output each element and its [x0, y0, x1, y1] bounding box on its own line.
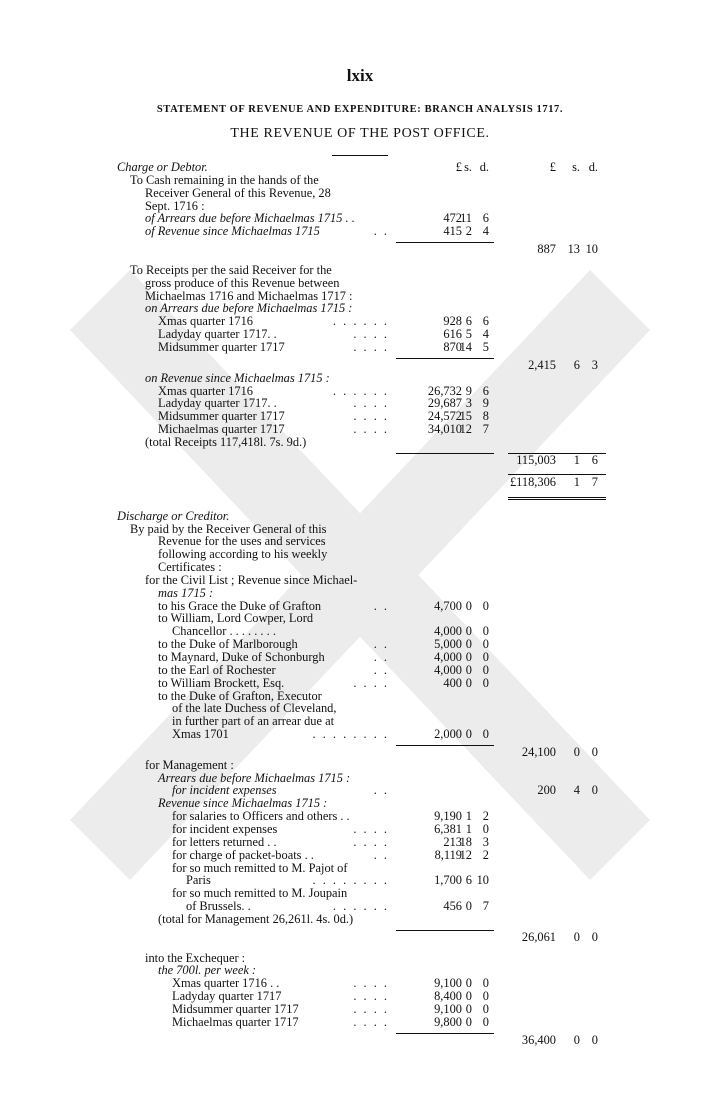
ledger-row: [0, 638, 720, 651]
amount-cell: 200: [537, 783, 556, 798]
ledger-row: [0, 264, 720, 277]
amount-cell: 0: [465, 662, 472, 677]
ledger-row: [0, 225, 720, 238]
ledger-row: [0, 436, 720, 449]
row-label: Charge or Debtor.: [117, 160, 208, 174]
ledger-row: [0, 797, 720, 810]
ledger-row: [0, 256, 720, 264]
amount-cell: 0: [482, 662, 489, 677]
row-label: for charge of packet-boats . .: [172, 847, 314, 862]
amount-cell: 870: [443, 339, 462, 354]
amount-cell: 24,100: [521, 744, 556, 759]
ledger-row: [0, 548, 720, 561]
amount-cell: 0: [573, 929, 580, 944]
leader-dots: . .: [373, 662, 389, 677]
amount-cell: 2: [482, 847, 489, 862]
ledger-row: [0, 900, 720, 913]
ledger-row: [0, 277, 720, 290]
amount-cell: 1: [573, 452, 580, 467]
amount-cell: 26,061: [521, 929, 556, 944]
row-label: to William Brockett, Esq.: [158, 675, 285, 690]
amount-cell: 115,003: [516, 452, 556, 467]
amount-cell: 7: [482, 422, 489, 437]
amount-cell: 6: [465, 873, 472, 888]
row-label: to William, Lord Cowper, Lord: [158, 611, 314, 626]
row-label: to his Grace the Duke of Grafton: [158, 598, 322, 613]
row-label: (total for Management 26,261l. 4s. 0d.): [158, 911, 354, 926]
amount-cell: 4,000: [434, 662, 462, 677]
amount-cell: 9,190: [434, 809, 462, 824]
ledger-row: [0, 913, 720, 926]
amount-cell: 0: [482, 821, 489, 836]
amount-cell: 0: [482, 624, 489, 639]
currency-header: £: [549, 160, 556, 174]
leader-dots: . . . .: [353, 396, 389, 411]
ledger-row: [0, 535, 720, 548]
amount-cell: 8,119: [434, 847, 462, 862]
page-number: lxix: [346, 66, 374, 85]
currency-header: £: [455, 160, 462, 174]
row-label: of the late Duchess of Cleveland,: [172, 701, 337, 716]
revenue-table: [0, 161, 720, 1046]
amount-cell: 0: [465, 1001, 472, 1016]
amount-cell: 616: [443, 327, 462, 342]
row-label: mas 1715 :: [158, 585, 214, 600]
ledger-row: [0, 359, 720, 372]
amount-cell: 2,415: [528, 357, 556, 372]
currency-header: d.: [479, 160, 489, 174]
amount-cell: 8: [482, 409, 489, 424]
amount-cell: 34,010: [427, 422, 462, 437]
ledger-row: [0, 1003, 720, 1016]
leader-dots: . . . .: [353, 834, 389, 849]
amount-cell: 11: [460, 211, 472, 226]
ledger-row: [0, 200, 720, 213]
row-label: Michaelmas quarter 1717: [158, 422, 285, 437]
amount-cell: 456: [443, 899, 462, 914]
row-label: for Management :: [145, 757, 234, 772]
ledger-row: [0, 187, 720, 200]
amount-cell: 0: [465, 899, 472, 914]
amount-cell: 6: [591, 452, 598, 467]
amount-cell: 6: [573, 357, 580, 372]
amount-cell: 9: [482, 396, 489, 411]
row-label: to the Duke of Grafton, Executor: [158, 688, 322, 703]
section-title: THE REVENUE OF THE POST OFFICE.: [230, 126, 490, 141]
amount-cell: 3: [465, 396, 472, 411]
row-label: Revenue since Michaelmas 1715 :: [158, 796, 328, 811]
ledger-row: [0, 931, 720, 944]
amount-cell: 0: [482, 637, 489, 652]
amount-cell: 1,700: [434, 873, 462, 888]
row-label: Xmas 1701: [172, 727, 229, 742]
amount-cell: 4: [482, 327, 489, 342]
amount-cell: 0: [482, 650, 489, 664]
title-rule: [332, 155, 388, 156]
row-label: Receiver General of this Revenue, 28: [145, 185, 331, 200]
row-label: Midsummer quarter 1717: [158, 409, 285, 424]
ledger-row: [0, 574, 720, 587]
leader-dots: . .: [373, 224, 389, 239]
row-label: Michaelmas quarter 1717: [172, 1014, 299, 1029]
row-label: of Revenue since Michaelmas 1715: [145, 224, 320, 239]
amount-cell: 9,800: [434, 1014, 462, 1029]
ledger-row: [0, 561, 720, 574]
amount-cell: 928: [443, 314, 462, 329]
amount-cell: 8,400: [434, 989, 462, 1004]
amount-cell: 7: [591, 474, 598, 489]
ledger-row: [0, 1016, 720, 1029]
amount-cell: 0: [591, 744, 598, 759]
ledger-row: [0, 161, 720, 174]
amount-cell: 887: [537, 242, 556, 257]
leader-dots: . . . . . .: [332, 383, 389, 398]
amount-cell: 0: [591, 783, 598, 798]
amount-cell: 0: [465, 1014, 472, 1029]
row-label: By paid by the Receiver General of this: [130, 521, 327, 536]
row-label: of Brussels. .: [186, 899, 251, 914]
amount-cell: 0: [482, 989, 489, 1004]
statement-title: STATEMENT OF REVENUE AND EXPENDITURE: BRANCH ANALYSIS 1717.: [156, 104, 564, 115]
ledger-row: [0, 836, 720, 849]
amount-cell: 0: [465, 976, 472, 991]
leader-dots: . .: [373, 650, 389, 664]
ledger-row: [0, 476, 720, 496]
row-label: for incident expenses: [172, 821, 278, 836]
ledger-row: [0, 664, 720, 677]
amount-cell: 24,572: [427, 409, 462, 424]
amount-cell: 1: [465, 821, 472, 836]
ledger-row: [0, 174, 720, 187]
amount-cell: 0: [573, 744, 580, 759]
leader-dots: . . . .: [353, 675, 389, 690]
row-label: Midsummer quarter 1717: [172, 1001, 299, 1016]
amount-cell: 12: [459, 422, 472, 437]
row-label: in further part of an arrear due at: [172, 714, 335, 729]
amount-cell: 4: [482, 224, 489, 239]
leader-dots: . . . . . .: [332, 899, 389, 914]
ledger-row: [0, 651, 720, 664]
leader-dots: . . . .: [353, 339, 389, 354]
amount-cell: 7: [482, 899, 489, 914]
ledger-row: [0, 502, 720, 510]
ledger-row: [0, 952, 720, 965]
ledger-row: [0, 454, 720, 474]
leader-dots: . .: [373, 847, 389, 862]
amount-cell: 0: [465, 989, 472, 1004]
row-label: to the Earl of Rochester: [158, 662, 276, 677]
amount-cell: 0: [465, 650, 472, 664]
amount-cell: 9: [465, 383, 472, 398]
amount-cell: 10: [476, 873, 489, 888]
ledger-row: [0, 587, 720, 600]
row-label: the 700l. per week :: [158, 963, 257, 978]
ledger-row: [0, 772, 720, 785]
amount-cell: 0: [465, 727, 472, 742]
leader-dots: . . . . . . . .: [312, 727, 389, 742]
amount-cell: 6: [482, 211, 489, 226]
ledger-row: [0, 944, 720, 952]
ledger-row: [0, 612, 720, 625]
row-label: to Maynard, Duke of Schonburgh: [158, 650, 325, 664]
leader-dots: . . . .: [353, 989, 389, 1004]
ledger-row: [0, 874, 720, 887]
amount-cell: 5: [482, 339, 489, 354]
amount-cell: 3: [591, 357, 598, 372]
amount-cell: 0: [482, 1014, 489, 1029]
row-label: for salaries to Officers and others . .: [172, 809, 350, 824]
row-label: Michaelmas 1716 and Michaelmas 1717 :: [145, 288, 353, 303]
amount-cell: 1: [465, 809, 472, 824]
row-label: Arrears due before Michaelmas 1715 :: [158, 770, 351, 785]
amount-cell: 213: [443, 834, 462, 849]
currency-header: s.: [572, 160, 580, 174]
row-label: for so much remitted to M. Pajot of: [172, 860, 348, 875]
amount-cell: 0: [482, 976, 489, 991]
ledger-row: [0, 746, 720, 759]
row-label: on Revenue since Michaelmas 1715 :: [145, 370, 330, 385]
ledger-row: [0, 523, 720, 536]
ledger-row: [0, 290, 720, 303]
row-label: for the Civil List ; Revenue since Michael-: [145, 572, 358, 587]
row-label: Ladyday quarter 1717: [172, 989, 282, 1004]
amount-cell: 6: [482, 383, 489, 398]
amount-cell: 36,400: [521, 1032, 556, 1047]
row-label: to the Duke of Marlborough: [158, 637, 298, 652]
ledger-row: [0, 625, 720, 638]
ledger-row: [0, 784, 720, 797]
row-label: Ladyday quarter 1717. .: [158, 327, 277, 342]
row-label: Midsummer quarter 1717: [158, 339, 285, 354]
amount-cell: 0: [482, 1001, 489, 1016]
amount-cell: 6: [465, 314, 472, 329]
grand-total-rule: [508, 497, 606, 500]
amount-cell: 472: [443, 211, 462, 226]
ledger-row: [0, 423, 720, 436]
ledger-row: [0, 243, 720, 256]
row-label: of Arrears due before Michaelmas 1715 . .: [145, 211, 355, 226]
amount-cell: 29,687: [427, 396, 462, 411]
row-label: Revenue for the uses and services: [158, 534, 326, 549]
row-label: on Arrears due before Michaelmas 1715 :: [145, 301, 353, 316]
row-label: into the Exchequer :: [145, 950, 246, 965]
row-label: Xmas quarter 1716: [158, 383, 253, 398]
amount-cell: 3: [482, 834, 489, 849]
row-label: Paris: [186, 873, 211, 888]
ledger-row: [0, 759, 720, 772]
amount-cell: 4,000: [434, 650, 462, 664]
row-label: To Receipts per the said Receiver for the: [130, 262, 332, 277]
amount-cell: 13: [567, 242, 580, 257]
amount-cell: £118,306: [509, 474, 556, 489]
row-label: Xmas quarter 1716: [158, 314, 253, 329]
row-label: Sept. 1716 :: [145, 198, 205, 213]
ledger-row: [0, 728, 720, 741]
amount-cell: 0: [591, 929, 598, 944]
ledger-row: [0, 690, 720, 703]
amount-cell: 4,000: [434, 624, 462, 639]
amount-cell: 2,000: [434, 727, 462, 742]
leader-dots: . .: [373, 783, 389, 798]
amount-cell: 0: [482, 675, 489, 690]
amount-cell: 12: [459, 847, 472, 862]
ledger-row: [0, 990, 720, 1003]
ledger-row: [0, 341, 720, 354]
leader-dots: . . . .: [353, 1014, 389, 1029]
amount-cell: 15: [459, 409, 472, 424]
amount-cell: 9,100: [434, 976, 462, 991]
row-label: Certificates :: [158, 560, 222, 575]
amount-cell: 4,700: [434, 598, 462, 613]
amount-cell: 400: [443, 675, 462, 690]
row-label: Chancellor . . . . . . . .: [172, 624, 276, 639]
amount-cell: 1: [573, 474, 580, 489]
row-label: Discharge or Creditor.: [117, 508, 230, 523]
currency-header: s.: [464, 160, 472, 174]
row-label: gross produce of this Revenue between: [145, 275, 340, 290]
amount-cell: 18: [459, 834, 472, 849]
amount-cell: 5: [465, 327, 472, 342]
ledger-row: [0, 677, 720, 690]
ledger-row: [0, 212, 720, 225]
amount-cell: 4: [573, 783, 580, 798]
ledger-row: [0, 600, 720, 613]
leader-dots: . . . .: [353, 327, 389, 342]
amount-cell: 0: [482, 598, 489, 613]
ledger-row: [0, 849, 720, 862]
amount-cell: 2: [482, 809, 489, 824]
row-label: for so much remitted to M. Joupain: [172, 886, 348, 901]
leader-dots: . .: [373, 598, 389, 613]
leader-dots: . . . .: [353, 409, 389, 424]
row-label: Ladyday quarter 1717. .: [158, 396, 277, 411]
leader-dots: . . . .: [353, 1001, 389, 1016]
amount-cell: 0: [465, 624, 472, 639]
amount-cell: 415: [443, 224, 462, 239]
row-label: for letters returned . .: [172, 834, 277, 849]
ledger-row: [0, 372, 720, 385]
leader-dots: . .: [373, 637, 389, 652]
amount-cell: 0: [465, 637, 472, 652]
amount-cell: 6,381: [434, 821, 462, 836]
ledger-row: [0, 702, 720, 715]
amount-cell: 9,100: [434, 1001, 462, 1016]
amount-cell: 6: [482, 314, 489, 329]
ledger-row: [0, 510, 720, 523]
currency-header: d.: [588, 160, 598, 174]
leader-dots: . . . . . .: [332, 314, 389, 329]
leader-dots: . . . .: [353, 422, 389, 437]
ledger-row: [0, 1034, 720, 1047]
ledger-row: [0, 823, 720, 836]
row-label: (total Receipts 117,418l. 7s. 9d.): [145, 434, 307, 449]
leader-dots: . . . .: [353, 976, 389, 991]
amount-cell: 14: [459, 339, 472, 354]
row-label: following according to his weekly: [158, 547, 328, 562]
amount-cell: 2: [465, 224, 472, 239]
leader-dots: . . . .: [353, 821, 389, 836]
amount-cell: 0: [573, 1032, 580, 1047]
row-label: To Cash remaining in the hands of the: [130, 172, 319, 187]
amount-cell: 0: [465, 675, 472, 690]
amount-cell: 0: [465, 598, 472, 613]
amount-cell: 0: [482, 727, 489, 742]
amount-cell: 26,732: [427, 383, 462, 398]
amount-cell: 5,000: [434, 637, 462, 652]
amount-cell: 0: [591, 1032, 598, 1047]
amount-cell: 10: [585, 242, 598, 257]
row-label: for incident expenses: [172, 783, 277, 798]
row-label: Xmas quarter 1716 . .: [172, 976, 280, 991]
leader-dots: . . . . . . . .: [312, 873, 389, 888]
